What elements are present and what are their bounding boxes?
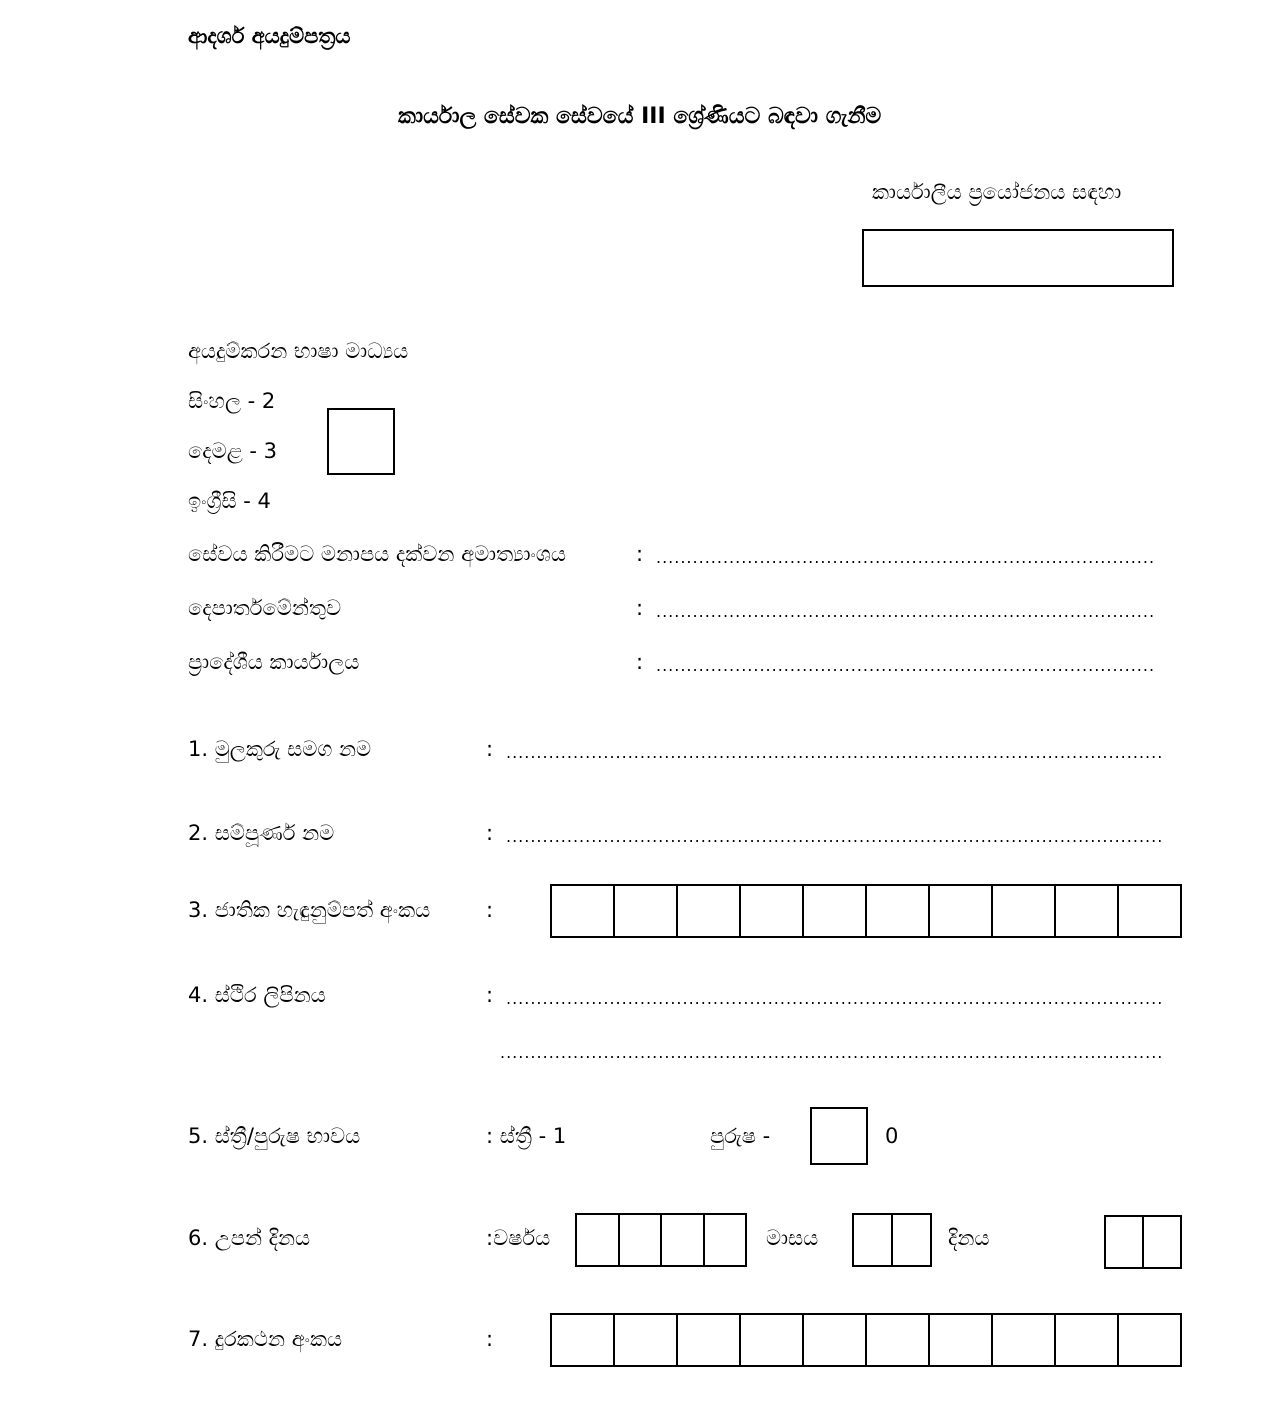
field-3-label: 3. ජාතික හැඳුනුම්පත් අංකය [188, 898, 431, 922]
field-7-label: 7. දුරකථන අංකය [188, 1327, 343, 1351]
day-digit-box[interactable] [1144, 1217, 1180, 1267]
regional-office-label: ප්‍රාදේශීය කාර්යාලය [188, 650, 360, 674]
regional-office-field[interactable] [656, 656, 1154, 675]
ministry-colon: : [636, 542, 644, 566]
phone-digit-box[interactable] [552, 1315, 615, 1365]
gender-female-option: : ස්ත්‍රී - 1 [486, 1124, 567, 1148]
language-sinhala: සිංහල - 2 [188, 389, 276, 413]
phone-digit-box[interactable] [741, 1315, 804, 1365]
office-use-box[interactable] [862, 229, 1174, 287]
address-line-1-field[interactable] [506, 989, 1162, 1008]
year-digit-box[interactable] [577, 1215, 620, 1265]
field-2-label: 2. සම්පූර්ණ නම [188, 821, 335, 845]
department-label: දෙපාර්තමේන්තුව [188, 596, 342, 620]
language-tamil: දෙමළ - 3 [188, 439, 278, 463]
dob-year-boxes[interactable] [575, 1213, 747, 1267]
nic-digit-box[interactable] [993, 886, 1056, 936]
dob-month-label: මාසය [766, 1226, 819, 1250]
dob-day-boxes[interactable] [1104, 1215, 1182, 1269]
address-line-2-field[interactable] [500, 1043, 1162, 1062]
form-title: කාර්යාල සේවක සේවයේ III ශ්‍රේණියට බඳවා ගැනීම [398, 104, 882, 129]
field-5-label: 5. ස්ත්‍රී/පුරුෂ භාවය [188, 1124, 361, 1148]
nic-digit-box[interactable] [678, 886, 741, 936]
phone-digit-box[interactable] [804, 1315, 867, 1365]
phone-digit-box[interactable] [993, 1315, 1056, 1365]
field-4-label: 4. ස්ථිර ලිපිනය [188, 983, 326, 1007]
full-name-field[interactable] [506, 827, 1162, 846]
language-code-box[interactable] [327, 408, 395, 475]
phone-digit-box[interactable] [1119, 1315, 1180, 1365]
gender-male-code: 0 [885, 1124, 899, 1148]
month-digit-box[interactable] [854, 1215, 893, 1265]
year-digit-box[interactable] [662, 1215, 705, 1265]
phone-digit-box[interactable] [930, 1315, 993, 1365]
office-use-label: කාර්යාලීය ප්‍රයෝජනය සඳහා [872, 180, 1122, 204]
dob-year-label: :වර්ෂය [486, 1226, 551, 1250]
phone-digit-box[interactable] [678, 1315, 741, 1365]
department-field[interactable] [656, 602, 1154, 621]
ministry-field[interactable] [656, 548, 1154, 567]
ministry-label: සේවය කිරීමට මනාපය දක්වන අමාත්‍යාංශය [188, 542, 566, 566]
phone-digit-box[interactable] [615, 1315, 678, 1365]
telephone-number-boxes[interactable] [550, 1313, 1182, 1367]
language-heading: අයදුම්කරන භාෂා මාධ්‍යය [188, 339, 409, 363]
month-digit-box[interactable] [893, 1215, 930, 1265]
field-2-colon: : [486, 821, 494, 845]
day-digit-box[interactable] [1106, 1217, 1144, 1267]
year-digit-box[interactable] [705, 1215, 746, 1265]
field-1-label: 1. මුලකුරු සමග නම [188, 737, 372, 761]
regional-office-colon: : [636, 650, 644, 674]
nic-digit-box[interactable] [930, 886, 993, 936]
gender-code-box[interactable] [810, 1107, 868, 1165]
nic-number-boxes[interactable] [550, 884, 1182, 938]
department-colon: : [636, 596, 644, 620]
phone-digit-box[interactable] [867, 1315, 930, 1365]
nic-digit-box[interactable] [1056, 886, 1119, 936]
form-label: ආදර්ශ අයදුම්පත්‍රය [188, 24, 351, 48]
year-digit-box[interactable] [620, 1215, 663, 1265]
nic-digit-box[interactable] [615, 886, 678, 936]
nic-digit-box[interactable] [804, 886, 867, 936]
nic-digit-box[interactable] [1119, 886, 1180, 936]
name-with-initials-field[interactable] [506, 743, 1162, 762]
nic-digit-box[interactable] [867, 886, 930, 936]
language-english: ඉංග්‍රීසි - 4 [188, 489, 271, 513]
field-4-colon: : [486, 983, 494, 1007]
field-3-colon: : [486, 898, 494, 922]
field-1-colon: : [486, 737, 494, 761]
dob-month-boxes[interactable] [852, 1213, 932, 1267]
dob-day-label: දිනය [948, 1226, 990, 1250]
nic-digit-box[interactable] [741, 886, 804, 936]
field-7-colon: : [486, 1327, 494, 1351]
nic-digit-box[interactable] [552, 886, 615, 936]
phone-digit-box[interactable] [1056, 1315, 1119, 1365]
field-6-label: 6. උපන් දිනය [188, 1226, 311, 1250]
gender-male-option: පුරුෂ - [710, 1124, 771, 1148]
